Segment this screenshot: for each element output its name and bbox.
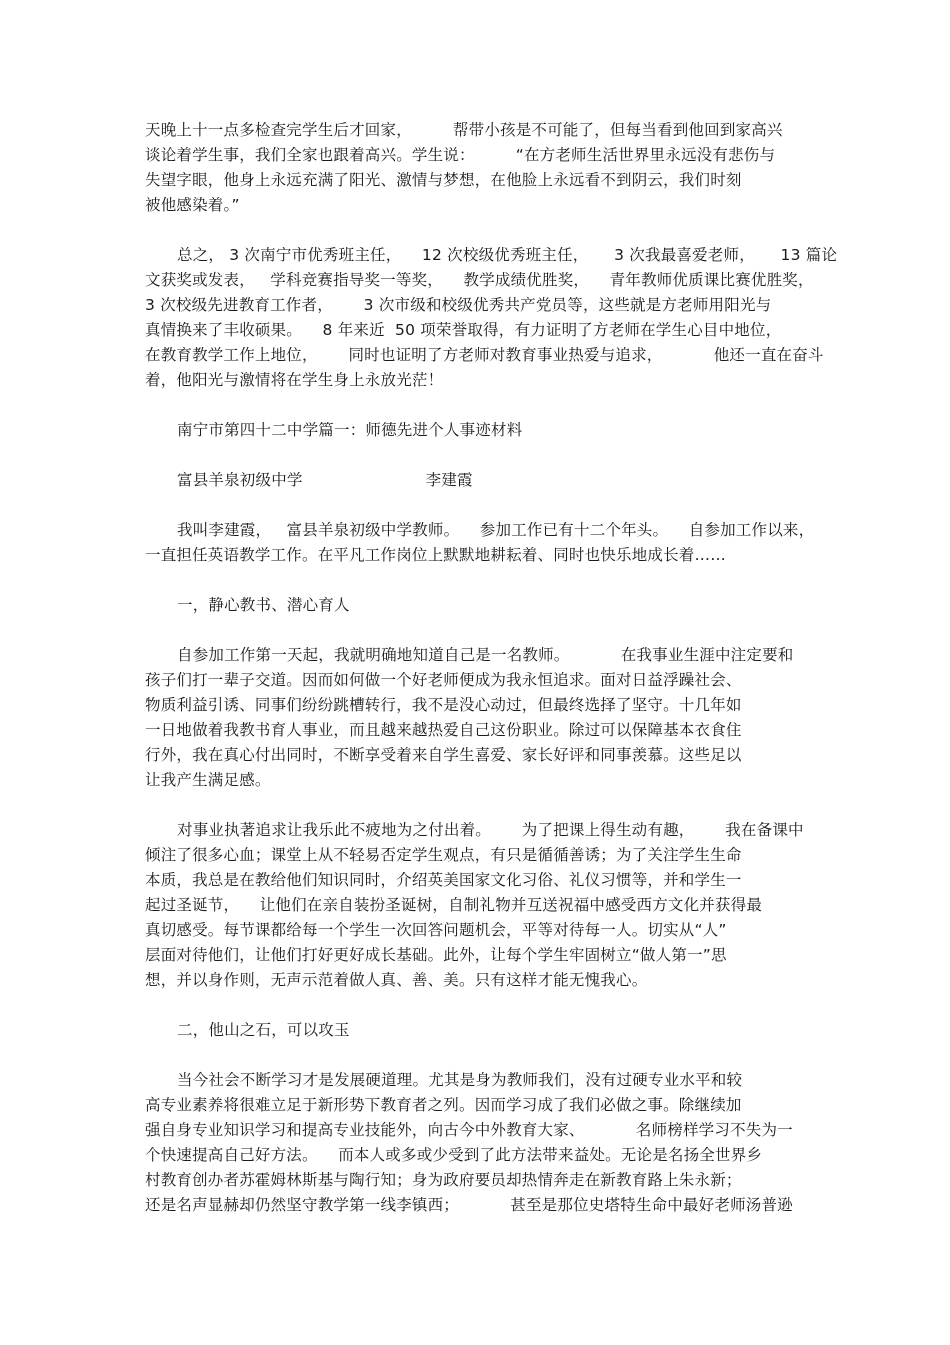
text-line: 让我产生满足感。 [145,771,271,789]
text-line: 对事业执著追求让我乐此不疲地为之付出着。 为了把课上得生动有趣， 我在备课中 [177,821,804,839]
text-line: 真情换来了丰收硕果。 8 年来近 50 项荣誉取得，有力证明了方老师在学生心目中地位， [145,321,782,339]
section-title: 南宁市第四十二中学篇一：师德先进个人事迹材料 [177,421,523,439]
text-line: 被他感染着。” [145,196,240,214]
text-line: 失望字眼，他身上永远充满了阳光、激情与梦想，在他脸上永远看不到阴云，我们时刻 [145,171,742,189]
text-line: 3 次校级先进教育工作者， 3 次市级和校级优秀共产党员等，这些就是方老师用阳光与 [145,296,772,314]
text-line: 一直担任英语教学工作。在平凡工作岗位上默默地耕耘着、同时也快乐地成长着…… [145,546,726,564]
text-line: 在教育教学工作上地位， 同时也证明了方老师对教育事业热爱与追求， 他还一直在奋斗 [145,346,824,364]
text-line: 天晚上十一点多检查完学生后才回家， 帮带小孩是不可能了，但每当看到他回到家高兴 [145,121,783,139]
text-line: 谈论着学生事，我们全家也跟着高兴。学生说： “在方老师生活世界里永远没有悲伤与 [145,146,776,164]
text-line: 当今社会不断学习才是发展硬道理。尤其是身为教师我们，没有过硬专业水平和较 [177,1071,743,1089]
text-line: 还是名声显赫却仍然坚守教学第一线李镇西； 甚至是那位史塔特生命中最好老师汤普逊 [145,1196,793,1214]
text-line: 村教育创办者苏霍姆林斯基与陶行知；身为政府要员却热情奔走在新教育路上朱永新； [145,1171,742,1189]
author-line: 富县羊泉初级中学 李建霞 [177,471,473,489]
text-line: 层面对待他们，让他们打好更好成长基础。此外，让每个学生牢固树立“做人第一”思 [145,946,727,964]
text-line: 个快速提高自己好方法。 而本人或多或少受到了此方法带来益处。无论是名扬全世界乡 [145,1146,763,1164]
text-line: 着，他阳光与激情将在学生身上永放光茫！ [145,371,444,389]
text-line: 孩子们打一辈子交道。因而如何做一个好老师便成为我永恒追求。面对日益浮躁社会、 [145,671,742,689]
text-line: 真切感受。每节课都给每一个学生一次回答问题机会，平等对待每一人。切实从“人” [145,921,727,939]
text-line: 一日地做着我教书育人事业，而且越来越热爱自己这份职业。除过可以保障基本衣食住 [145,721,742,739]
subsection-heading: 一，静心教书、潜心育人 [177,596,350,614]
text-line: 高专业素养将很难立足于新形势下教育者之列。因而学习成了我们必做之事。除继续加 [145,1096,742,1114]
text-line: 强自身专业知识学习和提高专业技能外，向古今中外教育大家、 名师榜样学习不失为一 [145,1121,793,1139]
subsection-heading: 二，他山之石，可以攻玉 [177,1021,350,1039]
text-line: 自参加工作第一天起，我就明确地知道自己是一名教师。 在我事业生涯中注定要和 [177,646,794,664]
text-line: 想，并以身作则，无声示范着做人真、善、美。只有这样才能无愧我心。 [145,971,648,989]
text-line: 总之， 3 次南宁市优秀班主任， 12 次校级优秀班主任， 3 次我最喜爱老师， 13 篇论 [177,246,838,264]
text-line: 行外，我在真心付出同时，不断享受着来自学生喜爱、家长好评和同事羡慕。这些足以 [145,746,742,764]
text-line: 本质，我总是在教给他们知识同时，介绍英美国家文化习俗、礼仪习惯等，并和学生一 [145,871,742,889]
text-line: 物质利益引诱、同事们纷纷跳槽转行，我不是没心动过，但最终选择了坚守。十几年如 [145,696,742,714]
text-line: 我叫李建霞， 富县羊泉初级中学教师。 参加工作已有十二个年头。 自参加工作以来， [177,521,815,539]
text-line: 倾注了很多心血；课堂上从不轻易否定学生观点，有只是循循善诱；为了关注学生生命 [145,846,742,864]
text-line: 起过圣诞节， 让他们在亲自装扮圣诞树，自制礼物并互送祝福中感受西方文化并获得最 [145,896,763,914]
text-line: 文获奖或发表， 学科竞赛指导奖一等奖， 教学成绩优胜奖， 青年教师优质课比赛优胜奖， [145,271,814,289]
